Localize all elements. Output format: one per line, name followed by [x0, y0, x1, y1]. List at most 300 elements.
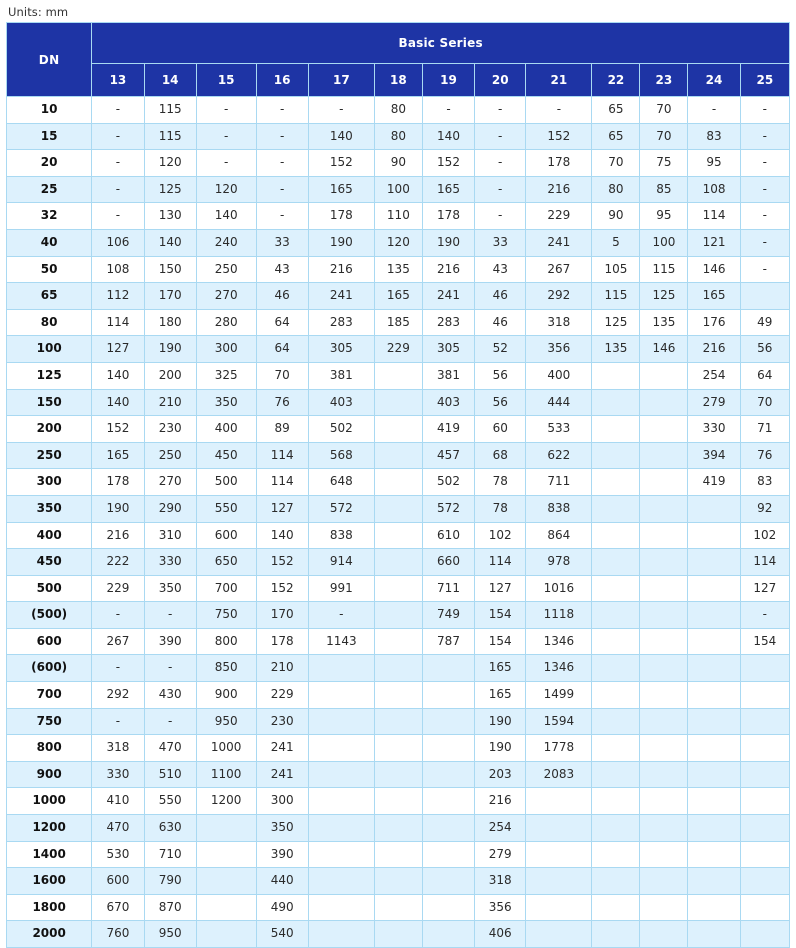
cell-value: 152: [526, 123, 592, 150]
cell-value: [740, 868, 789, 895]
cell-value: 152: [256, 575, 308, 602]
cell-value: [740, 735, 789, 762]
cell-value: 978: [526, 549, 592, 576]
cell-value: 356: [526, 336, 592, 363]
cell-value: [308, 815, 374, 842]
cell-value: 241: [256, 761, 308, 788]
cell-value: [592, 575, 640, 602]
cell-value: -: [475, 123, 526, 150]
cell-value: -: [740, 123, 789, 150]
cell-value: 190: [144, 336, 196, 363]
cell-dn: 100: [7, 336, 92, 363]
cell-value: [374, 761, 422, 788]
cell-dn: 350: [7, 495, 92, 522]
cell-value: 105: [592, 256, 640, 283]
cell-value: 127: [475, 575, 526, 602]
cell-dn: 1000: [7, 788, 92, 815]
column-header-series-15: 15: [196, 64, 256, 97]
cell-value: [374, 868, 422, 895]
cell-dn: 800: [7, 735, 92, 762]
cell-value: 140: [196, 203, 256, 230]
cell-value: [640, 549, 688, 576]
table-row: [7, 761, 790, 788]
cell-value: 108: [92, 256, 144, 283]
cell-value: 530: [92, 841, 144, 868]
cell-value: [374, 841, 422, 868]
cell-value: 650: [196, 549, 256, 576]
cell-value: [374, 362, 422, 389]
column-header-series-23: 23: [640, 64, 688, 97]
cell-value: 325: [196, 362, 256, 389]
table-row: [7, 921, 790, 948]
cell-value: [740, 682, 789, 709]
cell-value: 710: [144, 841, 196, 868]
cell-value: [422, 815, 474, 842]
cell-dn: 65: [7, 283, 92, 310]
table-row: [7, 682, 790, 709]
cell-value: 350: [196, 389, 256, 416]
cell-value: [374, 708, 422, 735]
table-row: [7, 894, 790, 921]
cell-value: 114: [256, 442, 308, 469]
cell-value: [688, 628, 740, 655]
cell-dn: 400: [7, 522, 92, 549]
cell-value: -: [144, 655, 196, 682]
cell-value: 241: [422, 283, 474, 310]
cell-value: 70: [640, 123, 688, 150]
cell-value: 152: [422, 150, 474, 177]
table-row: [7, 150, 790, 177]
cell-value: 660: [422, 549, 474, 576]
cell-value: 550: [144, 788, 196, 815]
cell-value: 279: [475, 841, 526, 868]
cell-value: -: [308, 97, 374, 124]
cell-dn: 2000: [7, 921, 92, 948]
cell-value: -: [740, 97, 789, 124]
cell-value: [640, 708, 688, 735]
cell-value: 140: [422, 123, 474, 150]
cell-value: 176: [688, 309, 740, 336]
cell-value: 112: [92, 283, 144, 310]
table-row: [7, 788, 790, 815]
cell-value: [688, 921, 740, 948]
cell-value: [374, 522, 422, 549]
cell-value: [640, 682, 688, 709]
table-row: [7, 203, 790, 230]
cell-value: 279: [688, 389, 740, 416]
header-row-group: [7, 23, 790, 64]
table-header: [7, 23, 790, 97]
cell-value: [422, 921, 474, 948]
cell-value: [640, 522, 688, 549]
cell-value: -: [92, 97, 144, 124]
cell-value: 170: [144, 283, 196, 310]
cell-value: [196, 815, 256, 842]
cell-value: [592, 389, 640, 416]
cell-value: -: [475, 150, 526, 177]
cell-value: [374, 788, 422, 815]
cell-value: 154: [740, 628, 789, 655]
table-row: [7, 442, 790, 469]
cell-value: 290: [144, 495, 196, 522]
cell-value: [640, 841, 688, 868]
cell-value: -: [256, 150, 308, 177]
cell-value: 410: [92, 788, 144, 815]
cell-value: 125: [592, 309, 640, 336]
cell-value: [740, 788, 789, 815]
cell-value: 950: [144, 921, 196, 948]
cell-value: [640, 894, 688, 921]
cell-value: 154: [475, 628, 526, 655]
cell-value: 350: [144, 575, 196, 602]
cell-value: 114: [256, 469, 308, 496]
column-header-series-13: 13: [92, 64, 144, 97]
cell-value: -: [92, 708, 144, 735]
cell-value: -: [92, 176, 144, 203]
cell-value: [526, 788, 592, 815]
cell-value: 46: [475, 283, 526, 310]
cell-value: [374, 682, 422, 709]
cell-value: 33: [475, 229, 526, 256]
cell-value: -: [196, 123, 256, 150]
cell-value: [374, 815, 422, 842]
cell-value: [640, 495, 688, 522]
cell-value: [640, 389, 688, 416]
cell-value: [374, 469, 422, 496]
cell-value: 270: [196, 283, 256, 310]
cell-value: 381: [422, 362, 474, 389]
cell-value: 80: [592, 176, 640, 203]
cell-value: 950: [196, 708, 256, 735]
cell-value: 75: [640, 150, 688, 177]
cell-value: [196, 841, 256, 868]
cell-value: 230: [256, 708, 308, 735]
cell-value: -: [256, 203, 308, 230]
cell-value: 850: [196, 655, 256, 682]
cell-value: 64: [740, 362, 789, 389]
cell-value: 165: [374, 283, 422, 310]
table-body: [7, 97, 790, 948]
cell-value: [374, 921, 422, 948]
cell-value: [592, 495, 640, 522]
cell-value: 216: [526, 176, 592, 203]
cell-value: -: [256, 97, 308, 124]
cell-dn: 150: [7, 389, 92, 416]
cell-value: [308, 841, 374, 868]
cell-value: 135: [640, 309, 688, 336]
cell-value: 240: [196, 229, 256, 256]
cell-dn: 15: [7, 123, 92, 150]
cell-value: [640, 815, 688, 842]
cell-value: 115: [640, 256, 688, 283]
cell-value: [688, 682, 740, 709]
cell-value: 600: [92, 868, 144, 895]
cell-value: -: [92, 203, 144, 230]
cell-value: 400: [526, 362, 592, 389]
cell-value: -: [740, 602, 789, 629]
cell-value: [308, 655, 374, 682]
cell-value: -: [475, 203, 526, 230]
cell-value: 78: [475, 469, 526, 496]
cell-value: 350: [256, 815, 308, 842]
cell-value: -: [740, 203, 789, 230]
cell-value: [592, 655, 640, 682]
cell-value: 95: [688, 150, 740, 177]
cell-value: [374, 628, 422, 655]
cell-value: 229: [92, 575, 144, 602]
cell-value: [422, 708, 474, 735]
cell-value: 250: [196, 256, 256, 283]
cell-dn: 20: [7, 150, 92, 177]
cell-value: 120: [196, 176, 256, 203]
cell-value: [374, 655, 422, 682]
column-header-series-24: 24: [688, 64, 740, 97]
cell-value: [422, 841, 474, 868]
cell-value: 403: [422, 389, 474, 416]
cell-value: 65: [592, 123, 640, 150]
cell-value: 254: [688, 362, 740, 389]
cell-value: [592, 868, 640, 895]
column-group-header-basic-series: Basic Series: [92, 23, 790, 64]
cell-value: 1346: [526, 655, 592, 682]
cell-value: 140: [144, 229, 196, 256]
cell-value: 1100: [196, 761, 256, 788]
cell-value: [422, 894, 474, 921]
cell-value: 135: [592, 336, 640, 363]
cell-value: 229: [256, 682, 308, 709]
cell-value: 178: [422, 203, 474, 230]
cell-value: 165: [308, 176, 374, 203]
cell-value: 170: [256, 602, 308, 629]
cell-value: [640, 788, 688, 815]
units-label: Units: mm: [8, 5, 69, 19]
cell-dn: 750: [7, 708, 92, 735]
cell-value: 222: [92, 549, 144, 576]
cell-value: 470: [144, 735, 196, 762]
cell-dn: 50: [7, 256, 92, 283]
table-row: [7, 495, 790, 522]
cell-value: 630: [144, 815, 196, 842]
cell-value: 71: [740, 416, 789, 443]
cell-value: 83: [688, 123, 740, 150]
cell-value: 146: [688, 256, 740, 283]
cell-value: 292: [92, 682, 144, 709]
cell-dn: 900: [7, 761, 92, 788]
cell-value: [526, 815, 592, 842]
cell-value: 241: [308, 283, 374, 310]
cell-value: 70: [740, 389, 789, 416]
cell-value: [526, 841, 592, 868]
cell-value: 127: [92, 336, 144, 363]
cell-dn: 40: [7, 229, 92, 256]
cell-value: [640, 735, 688, 762]
cell-value: 318: [475, 868, 526, 895]
cell-value: 700: [196, 575, 256, 602]
cell-value: [592, 549, 640, 576]
cell-value: [740, 894, 789, 921]
cell-value: 180: [144, 309, 196, 336]
cell-value: 230: [144, 416, 196, 443]
cell-value: 56: [475, 389, 526, 416]
column-header-series-19: 19: [422, 64, 474, 97]
cell-value: 419: [422, 416, 474, 443]
cell-value: 1016: [526, 575, 592, 602]
cell-value: [308, 894, 374, 921]
cell-value: 80: [374, 123, 422, 150]
cell-value: 110: [374, 203, 422, 230]
cell-value: 800: [196, 628, 256, 655]
cell-value: [740, 815, 789, 842]
cell-value: 622: [526, 442, 592, 469]
cell-value: 185: [374, 309, 422, 336]
cell-value: 70: [640, 97, 688, 124]
cell-value: 1594: [526, 708, 592, 735]
cell-value: 114: [475, 549, 526, 576]
cell-value: -: [144, 708, 196, 735]
cell-value: -: [92, 602, 144, 629]
cell-value: 470: [92, 815, 144, 842]
cell-value: 270: [144, 469, 196, 496]
cell-value: 64: [256, 309, 308, 336]
cell-value: 749: [422, 602, 474, 629]
cell-value: 49: [740, 309, 789, 336]
column-header-series-17: 17: [308, 64, 374, 97]
cell-value: 711: [526, 469, 592, 496]
cell-value: 76: [256, 389, 308, 416]
cell-value: 250: [144, 442, 196, 469]
cell-value: 115: [144, 97, 196, 124]
cell-value: [592, 841, 640, 868]
cell-value: 52: [475, 336, 526, 363]
cell-value: 711: [422, 575, 474, 602]
cell-value: [526, 921, 592, 948]
cell-value: [592, 735, 640, 762]
cell-value: 900: [196, 682, 256, 709]
table-row: [7, 256, 790, 283]
cell-value: [688, 841, 740, 868]
cell-value: 430: [144, 682, 196, 709]
cell-value: 292: [526, 283, 592, 310]
cell-value: 152: [308, 150, 374, 177]
cell-value: [422, 761, 474, 788]
cell-value: [688, 868, 740, 895]
cell-value: [740, 655, 789, 682]
cell-value: -: [740, 150, 789, 177]
cell-value: 330: [688, 416, 740, 443]
cell-dn: 32: [7, 203, 92, 230]
cell-value: 203: [475, 761, 526, 788]
cell-dn: 1800: [7, 894, 92, 921]
cell-dn: 300: [7, 469, 92, 496]
column-header-series-20: 20: [475, 64, 526, 97]
cell-value: 356: [475, 894, 526, 921]
cell-value: 406: [475, 921, 526, 948]
cell-value: [640, 868, 688, 895]
cell-value: 56: [740, 336, 789, 363]
cell-value: -: [740, 229, 789, 256]
cell-dn: 200: [7, 416, 92, 443]
table-row: [7, 389, 790, 416]
cell-value: 330: [144, 549, 196, 576]
cell-value: [422, 682, 474, 709]
cell-value: 300: [256, 788, 308, 815]
cell-value: [688, 788, 740, 815]
cell-value: [592, 815, 640, 842]
cell-value: 135: [374, 256, 422, 283]
cell-value: [688, 815, 740, 842]
cell-value: 1143: [308, 628, 374, 655]
cell-value: 70: [592, 150, 640, 177]
cell-value: 500: [196, 469, 256, 496]
table-row: [7, 628, 790, 655]
cell-value: 870: [144, 894, 196, 921]
column-header-series-18: 18: [374, 64, 422, 97]
cell-dn: (600): [7, 655, 92, 682]
cell-value: 43: [475, 256, 526, 283]
cell-value: [374, 416, 422, 443]
cell-value: [688, 549, 740, 576]
cell-value: [688, 761, 740, 788]
cell-dn: (500): [7, 602, 92, 629]
cell-value: [592, 602, 640, 629]
cell-value: 490: [256, 894, 308, 921]
cell-value: -: [196, 150, 256, 177]
cell-value: -: [196, 97, 256, 124]
cell-value: 125: [144, 176, 196, 203]
cell-value: 210: [144, 389, 196, 416]
column-header-dn: DN: [7, 23, 92, 97]
cell-value: [422, 735, 474, 762]
cell-value: [640, 416, 688, 443]
cell-value: 102: [740, 522, 789, 549]
cell-value: 533: [526, 416, 592, 443]
table-row: [7, 97, 790, 124]
cell-value: 864: [526, 522, 592, 549]
table-row: [7, 176, 790, 203]
cell-value: 216: [308, 256, 374, 283]
cell-value: 178: [92, 469, 144, 496]
cell-value: 502: [422, 469, 474, 496]
cell-value: 300: [196, 336, 256, 363]
cell-value: 2083: [526, 761, 592, 788]
cell-value: 115: [592, 283, 640, 310]
cell-value: 83: [740, 469, 789, 496]
cell-value: [740, 283, 789, 310]
table-row: [7, 549, 790, 576]
cell-value: 991: [308, 575, 374, 602]
cell-value: 70: [256, 362, 308, 389]
cell-value: 1778: [526, 735, 592, 762]
cell-value: 102: [475, 522, 526, 549]
cell-value: 120: [374, 229, 422, 256]
cell-value: [374, 442, 422, 469]
cell-value: -: [256, 176, 308, 203]
cell-value: [640, 628, 688, 655]
cell-value: 381: [308, 362, 374, 389]
cell-value: 283: [308, 309, 374, 336]
cell-value: 440: [256, 868, 308, 895]
cell-value: [688, 894, 740, 921]
cell-value: 146: [640, 336, 688, 363]
cell-value: [640, 442, 688, 469]
cell-dn: 600: [7, 628, 92, 655]
cell-value: [640, 921, 688, 948]
cell-value: [526, 894, 592, 921]
cell-value: [592, 442, 640, 469]
cell-value: 400: [196, 416, 256, 443]
cell-value: [592, 522, 640, 549]
table-row: [7, 309, 790, 336]
